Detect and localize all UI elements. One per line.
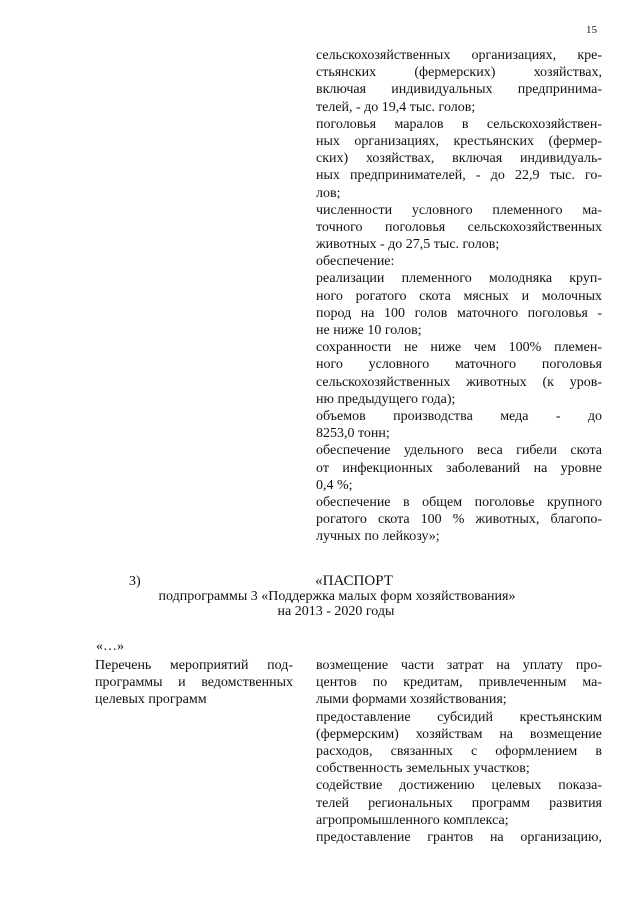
text-line: 8253,0 тонн; (316, 426, 390, 442)
text-line: стьянских (фермерских) хозяйствах, (316, 65, 602, 81)
text-line: рогатого скота 100 % животных, благопо- (316, 512, 602, 528)
text-line: предоставление грантов на организацию, (316, 829, 602, 845)
omission-mark: «…» (96, 639, 124, 654)
text-line: ного условного маточного поголовья (316, 357, 602, 373)
text-line: возмещение части затрат на уплату про- (316, 658, 602, 673)
text-line: ных предпринимателей, - до 22,9 тыс. го- (316, 168, 602, 184)
text-line: центов по кредитам, привлеченным ма- (316, 675, 602, 691)
text-line: численности условного племенного ма- (316, 202, 602, 218)
text-line: включая индивидуальных предпринима- (316, 82, 602, 98)
text-line: телей региональных программ развития (316, 795, 602, 811)
text-line: лыми формами хозяйствования; (316, 692, 507, 708)
text-line: ных организациях, крестьянских (фермер- (316, 133, 602, 149)
passport-years: на 2013 - 2020 годы (277, 604, 395, 619)
label-line: целевых программ (95, 692, 207, 708)
text-line: пород на 100 голов маточного поголовья - (316, 305, 602, 321)
text-line: сельскохозяйственных организациях, кре- (316, 48, 602, 63)
passport-title: «ПАСПОРТ (315, 573, 393, 589)
text-line: не ниже 10 голов; (316, 323, 422, 338)
text-line: от инфекционных заболеваний на уровне (316, 460, 602, 476)
text-line: расходов, связанных с оформлением в (316, 743, 602, 759)
text-line: реализации племенного молодняка круп- (316, 271, 602, 287)
text-line: собственность земельных участков; (316, 761, 530, 777)
text-line: предоставление субсидий крестьянским (316, 709, 602, 725)
goals-text-block (316, 47, 602, 545)
text-line: обеспечение: (316, 254, 395, 270)
text-line: телей, - до 19,4 тыс. голов; (316, 99, 476, 115)
section-number: 3) (129, 574, 141, 589)
text-line: (фермерским) хозяйствам на возмещение (316, 726, 602, 742)
label-line: программы и ведомственных (95, 675, 293, 691)
text-line: сельскохозяйственных животных (к уров- (316, 374, 602, 390)
text-line: обеспечение в общем поголовье крупного (316, 494, 602, 510)
text-line: животных - до 27,5 тыс. голов; (316, 237, 500, 253)
text-line: объемов производства меда - до (316, 408, 602, 424)
text-line: 0,4 %; (316, 477, 353, 493)
text-line: лов; (316, 185, 341, 201)
passport-row-value (316, 657, 602, 846)
text-line: ских) хозяйствах, включая индивидуаль- (316, 151, 602, 167)
page-number: 15 (586, 24, 597, 36)
text-line: поголовья маралов в сельскохозяйствен- (316, 116, 602, 132)
text-line: агропромышленного комплекса; (316, 812, 509, 828)
passport-row-label (95, 657, 293, 709)
passport-subtitle: подпрограммы 3 «Поддержка малых форм хозяйствования» (158, 589, 516, 604)
label-line: Перечень мероприятий под- (95, 658, 293, 673)
text-line: точного поголовья сельскохозяйственных (316, 219, 602, 235)
text-line: сохранности не ниже чем 100% племен- (316, 340, 602, 356)
text-line: обеспечение удельного веса гибели скота (316, 443, 602, 459)
text-line: ню предыдущего года); (316, 391, 456, 407)
text-line: лучных по лейкозу»; (316, 529, 440, 545)
text-line: ного рогатого скота мясных и молочных (316, 288, 602, 304)
text-line: содействие достижению целевых показа- (316, 778, 602, 794)
